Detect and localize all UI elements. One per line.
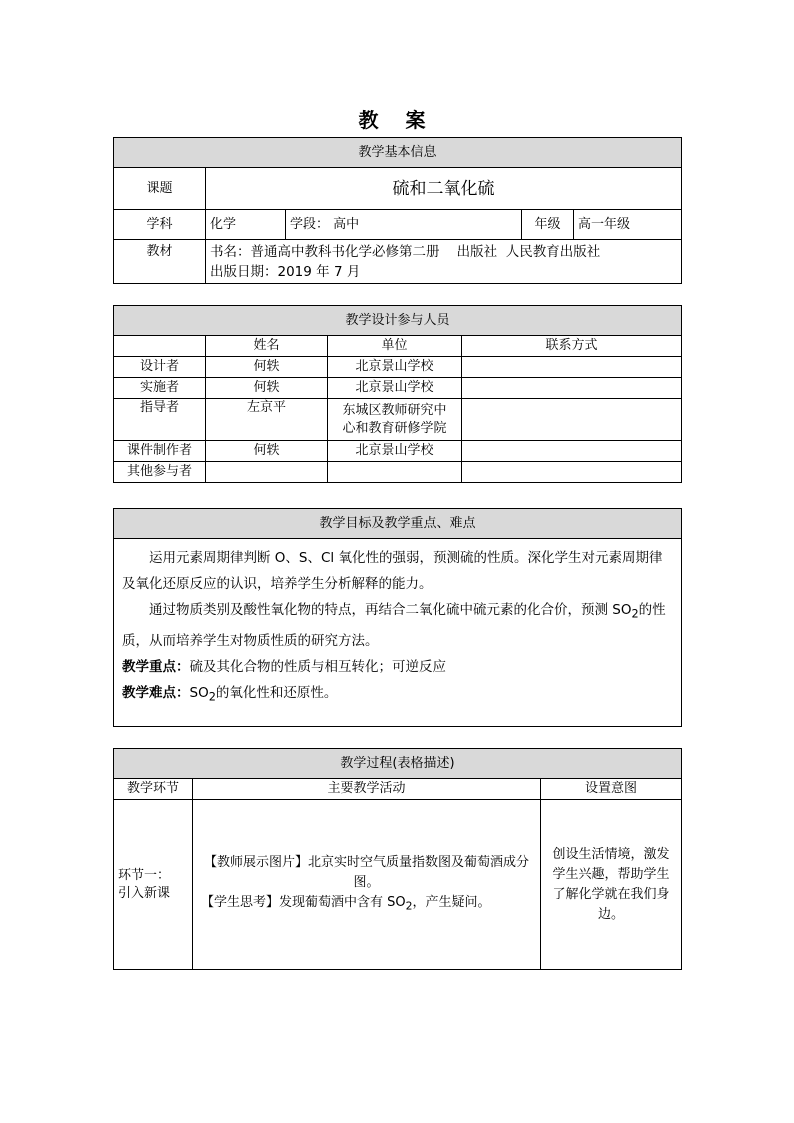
stage-label: 学段： [290,216,330,232]
staff-name: 左京平 [206,399,328,441]
stage-cell [286,210,522,240]
staff-unit: 东城区教师研究中心和教育研修学院 [328,399,462,441]
staff-unit: 北京景山学校 [328,357,462,378]
difficult-point [122,680,673,711]
goals-paragraph-2-tail: 的性质，从而培养学生对物质性质的研究方法。 [122,602,666,649]
basic-info-header: 教学基本信息 [114,138,682,168]
staff-name: 何轶 [206,378,328,399]
difficult-point-text: 的氧化性和还原性。 [215,684,338,701]
table-row [114,357,682,378]
subject-value: 化学 [206,210,286,240]
goals-paragraph-2-text: 通过物质类别及酸性氧化物的特点，再结合二氧化硫中硫元素的化合价，预测 SO [149,602,632,618]
key-point-label: 教学重点： [122,658,190,675]
goals-paragraph-1: 运用元素周期律判断 O、S、Cl 氧化性的强弱，预测硫的性质。深化学生对元素周期律及氧化还原反应的认识，培养学生分析解释的能力。 [122,550,663,592]
grade-value: 高一年级 [574,210,682,240]
activity-student [201,893,532,917]
process-col-activity: 主要教学活动 [193,779,541,800]
staff-name: 何轶 [206,441,328,462]
staff-contact [462,399,682,441]
goals-header: 教学目标及教学重点、难点 [114,509,682,539]
key-point [122,654,673,680]
staff-col-role [114,336,206,357]
process-stage-line-2: 引入新课 [118,885,171,901]
activity-student-tail: ，产生疑问。 [412,894,491,910]
goals-body [114,539,682,727]
textbook-line-2: 出版日期：2019 年 7 月 [210,263,361,280]
staff-contact [462,441,682,462]
process-col-stage: 教学环节 [114,779,193,800]
goals-paragraph-2 [122,597,673,654]
staff-role: 指导者 [114,399,206,441]
process-header: 教学过程(表格描述) [114,749,682,779]
topic-label: 课题 [114,168,206,210]
document-title: 教 案 [358,108,436,132]
process-activity [193,800,541,970]
subject-label: 学科 [114,210,206,240]
grade-label: 年级 [522,210,574,240]
textbook-line-1: 书名：普通高中教科书化学必修第二册 出版社 人民教育出版社 [210,243,601,260]
goals-table [113,508,682,727]
table-row [114,462,682,483]
staff-contact [462,357,682,378]
topic-value: 硫和二氧化硫 [206,168,682,210]
staff-table [113,305,682,483]
basic-info-table [113,137,682,284]
staff-unit [328,462,462,483]
table-row [114,441,682,462]
key-point-text: 硫及其化合物的性质与相互转化；可逆反应 [189,658,446,675]
staff-role: 其他参与者 [114,462,206,483]
staff-name: 何轶 [206,357,328,378]
subscript: 2 [208,690,216,704]
activity-teacher: 【教师展示图片】北京实时空气质量指数图及葡萄酒成分图。 [203,854,529,890]
subscript: 2 [631,607,639,621]
staff-unit: 北京景山学校 [328,378,462,399]
stage-value: 高中 [333,216,360,232]
table-row [114,399,682,441]
staff-unit: 北京景山学校 [328,441,462,462]
staff-role: 实施者 [114,378,206,399]
activity-student-text: 【学生思考】发现葡萄酒中含有 SO [201,894,406,910]
staff-name [206,462,328,483]
textbook-label: 教材 [114,240,206,284]
staff-role: 设计者 [114,357,206,378]
difficult-point-label: 教学难点： [122,684,190,701]
process-col-intent: 设置意图 [541,779,682,800]
staff-contact [462,462,682,483]
staff-header: 教学设计参与人员 [114,306,682,336]
process-table [113,748,682,970]
staff-col-contact: 联系方式 [462,336,682,357]
table-row [114,800,682,970]
table-row [114,378,682,399]
process-intent: 创设生活情境，激发学生兴趣，帮助学生了解化学就在我们身边。 [541,800,682,970]
textbook-value [206,240,682,284]
process-stage-line-1: 环节一： [118,867,171,883]
staff-col-unit: 单位 [328,336,462,357]
staff-col-name: 姓名 [206,336,328,357]
staff-contact [462,378,682,399]
difficult-point-pre: SO [189,684,209,701]
subscript: 2 [405,899,413,913]
process-stage [114,800,193,970]
staff-role: 课件制作者 [114,441,206,462]
